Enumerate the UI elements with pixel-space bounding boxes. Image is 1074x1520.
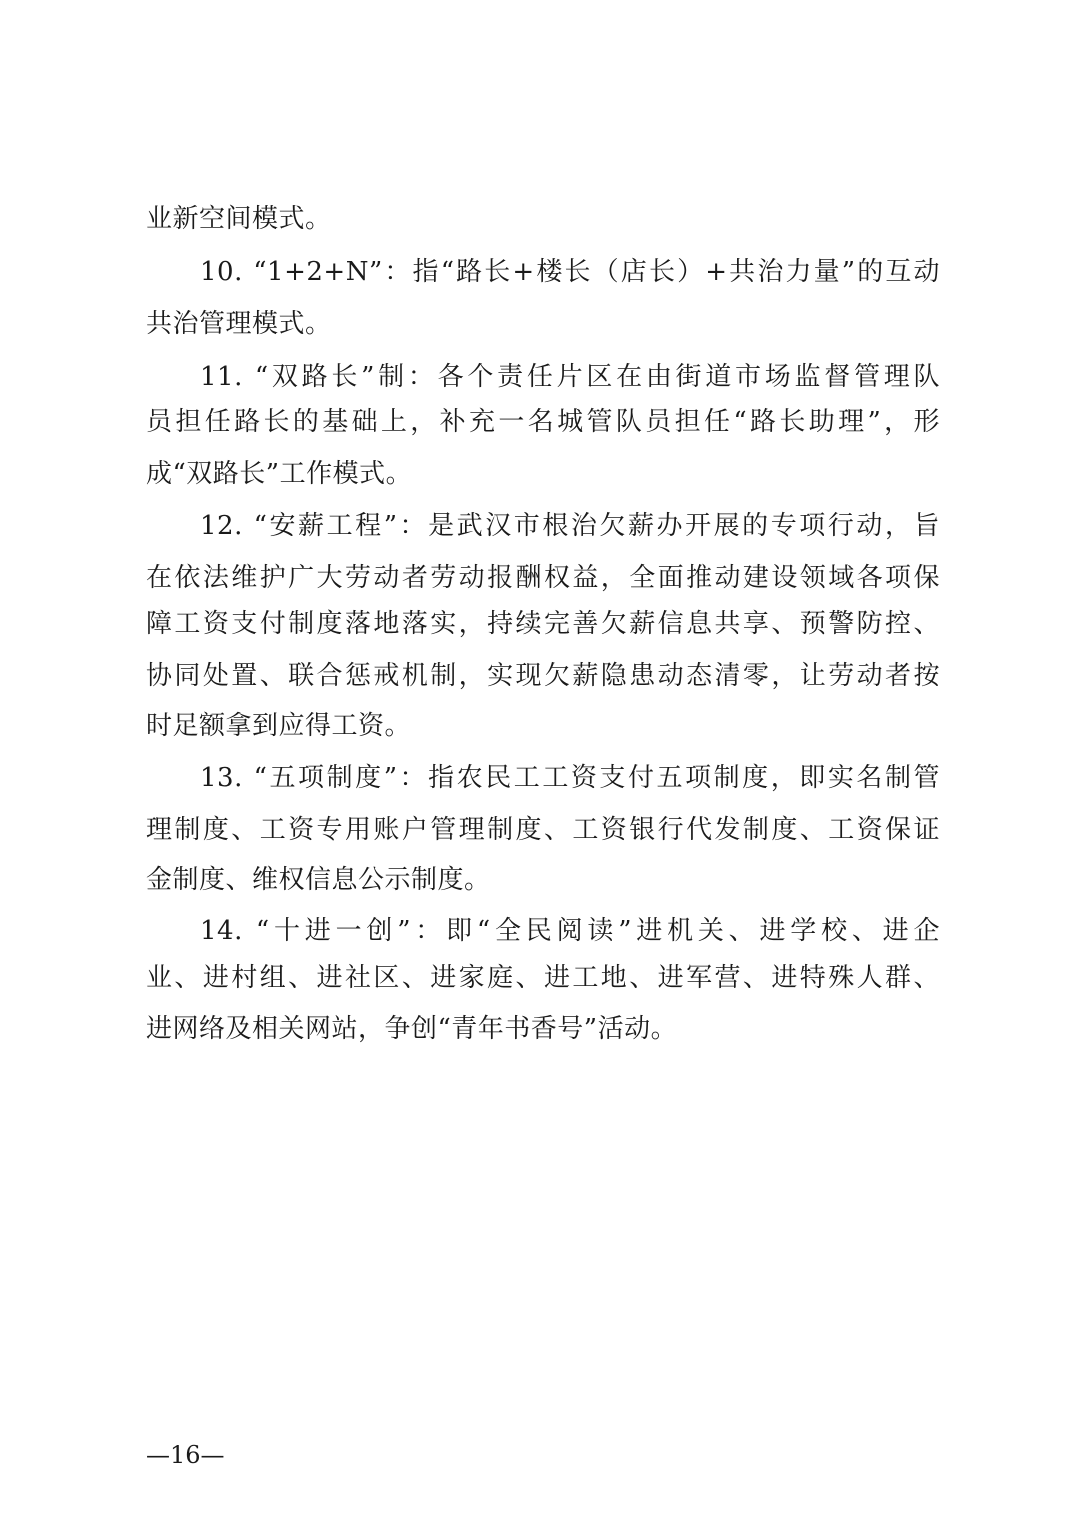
text-line: 13. “五项制度”：指农民工工资支付五项制度，即实名制管 xyxy=(200,763,940,793)
text-line: 成“双路长”工作模式。 xyxy=(146,459,413,489)
text-line: 业、进村组、进社区、进家庭、进工地、进军营、进特殊人群、 xyxy=(146,963,940,993)
text-line: 金制度、维权信息公示制度。 xyxy=(146,865,491,895)
text-line: 时足额拿到应得工资。 xyxy=(146,711,412,741)
text-line: 10. “1+2+N”：指“路长+楼长（店长）+共治力量”的互动 xyxy=(200,257,940,287)
text-line: 员担任路长的基础上，补充一名城管队员担任“路长助理”，形 xyxy=(146,407,940,437)
text-line: 在依法维护广大劳动者劳动报酬权益，全面推动建设领域各项保 xyxy=(146,563,940,593)
page-number: —16— xyxy=(146,1441,225,1469)
text-line: 协同处置、联合惩戒机制，实现欠薪隐患动态清零，让劳动者按 xyxy=(146,661,940,691)
text-line: 理制度、工资专用账户管理制度、工资银行代发制度、工资保证 xyxy=(146,815,940,845)
text-line: 进网络及相关网站，争创“青年书香号”活动。 xyxy=(146,1014,678,1044)
text-line: 11. “双路长”制：各个责任片区在由街道市场监督管理队 xyxy=(200,362,940,392)
text-line: 业新空间模式。 xyxy=(146,204,332,234)
text-line: 12. “安薪工程”：是武汉市根治欠薪办开展的专项行动，旨 xyxy=(200,511,940,541)
text-line: 14. “十进一创”：即“全民阅读”进机关、进学校、进企 xyxy=(200,916,940,946)
text-line: 共治管理模式。 xyxy=(146,309,332,339)
text-line: 障工资支付制度落地落实，持续完善欠薪信息共享、预警防控、 xyxy=(146,609,940,639)
